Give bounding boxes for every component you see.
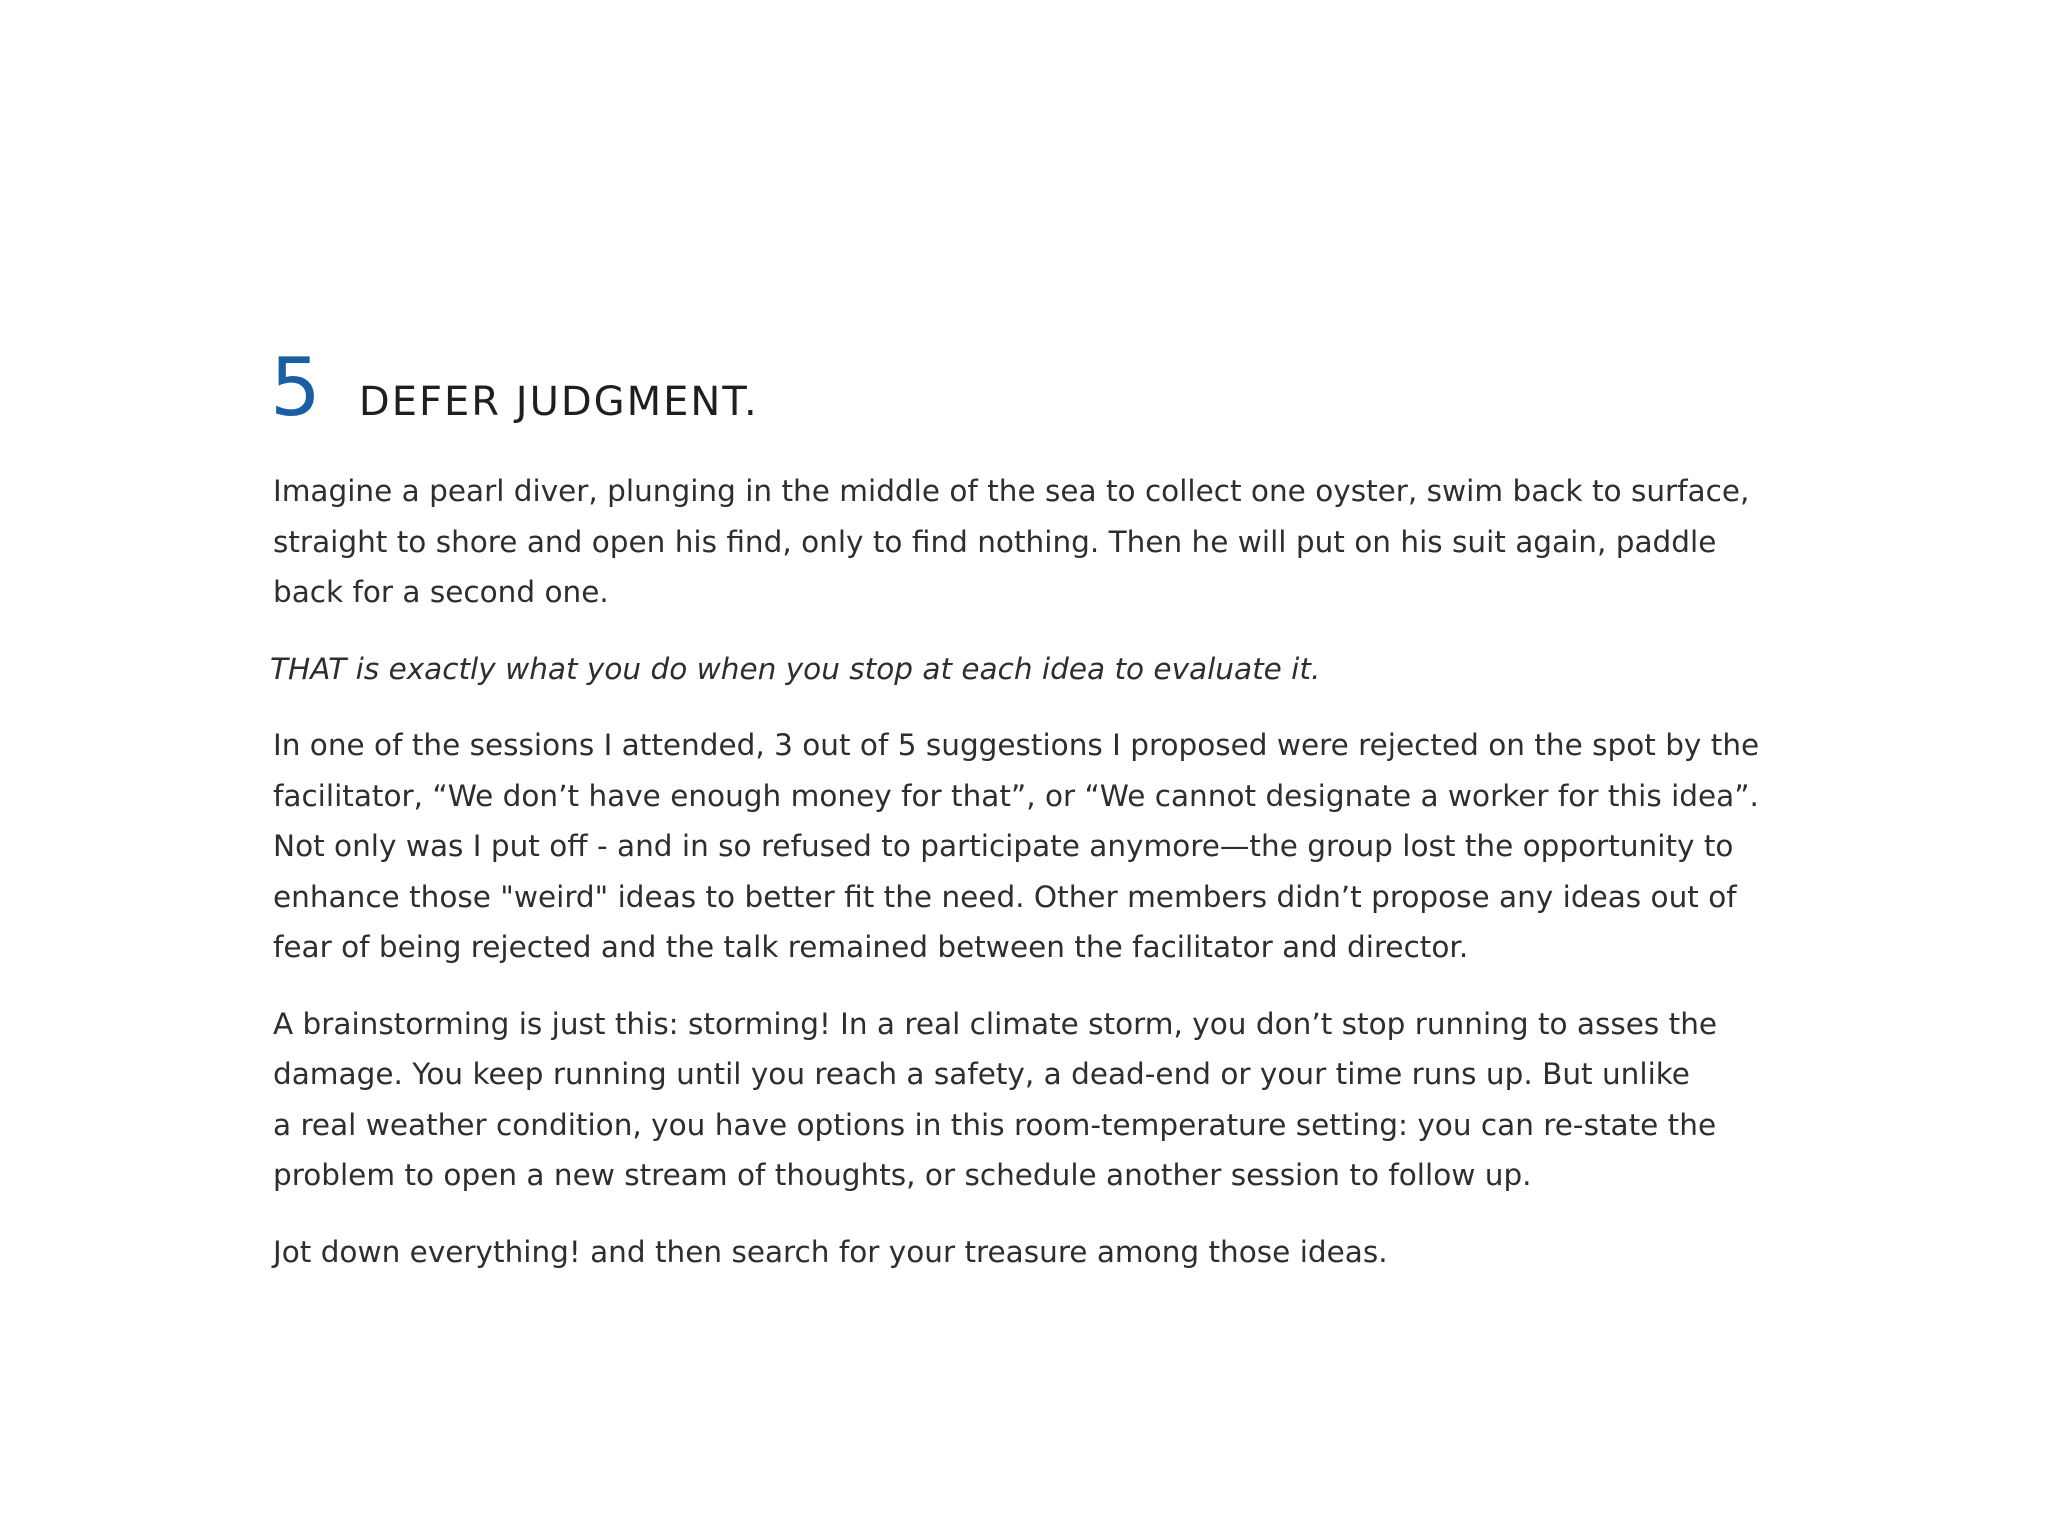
- paragraph-session-anecdote: In one of the sessions I attended, 3 out of 5 suggestions I proposed were rejected on the spot by the facilitator, “We don’t have enough money for that”, or “We cannot designate a worker for this idea”. Not only was I put off - and in so refused to participate anymore—the group lost the opportunity to enhance those "weird" ideas to better fit the need. Other members didn’t propose any ideas out of fear of being rejected and the talk remained between the facilitator and director.: [273, 728, 1760, 964]
- paragraph-pearl-diver: Imagine a pearl diver, plunging in the middle of the sea to collect one oyster, swim back to surface, straight to shore and open his find, only to find nothing. Then he will put on his suit again, paddle back for a second one.: [273, 474, 1750, 609]
- section-number: 5: [270, 341, 321, 434]
- paragraph-emphasis: THAT is exactly what you do when you stop at each idea to evaluate it.: [270, 651, 1321, 686]
- section-heading: [270, 341, 759, 434]
- paragraph-conclusion: Jot down everything! and then search for your treasure among those ideas.: [273, 1234, 1388, 1269]
- paragraph-storming: A brainstorming is just this: storming! In a real climate storm, you don’t stop running to asses the damage. You keep running until you reach a safety, a dead-end or your time runs up. But unlike a real weather condition, you have options in this room-temperature setting: you can re-state the problem to open a new stream of thoughts, or schedule another session to follow up.: [273, 1006, 1718, 1192]
- section-title: DEFER JUDGMENT.: [358, 379, 759, 425]
- body-text: [270, 466, 1833, 1303]
